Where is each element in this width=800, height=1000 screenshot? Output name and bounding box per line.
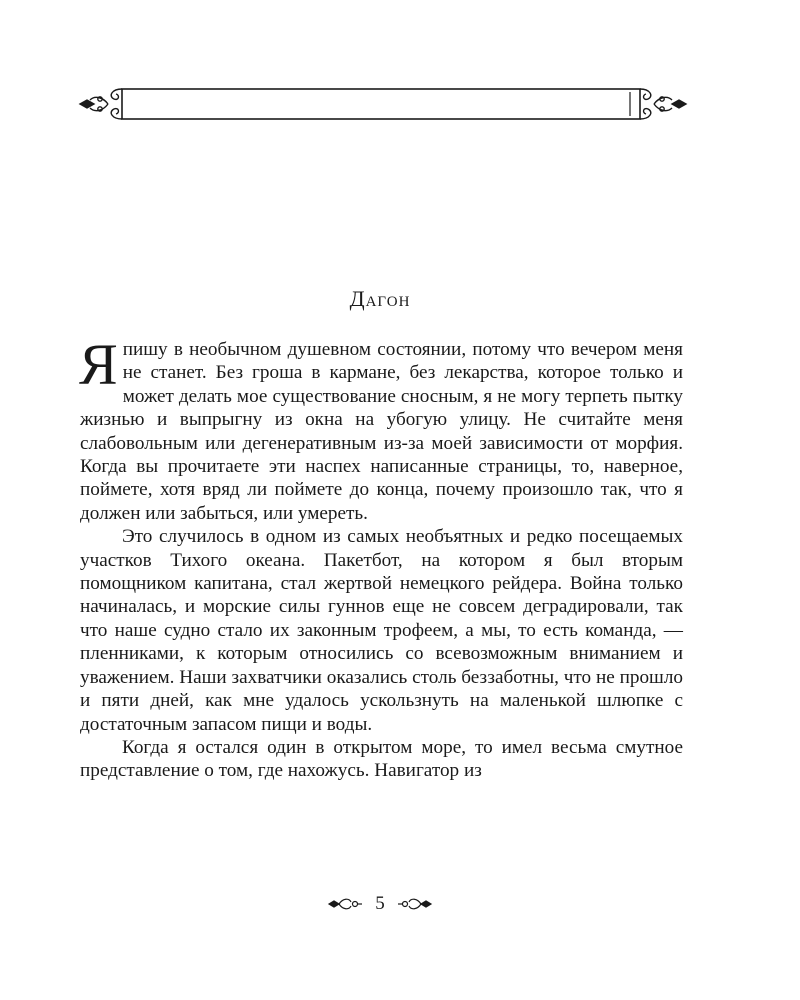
right-scroll-ornament (640, 89, 686, 119)
body-text (79, 332, 683, 783)
page-number: 5 (375, 893, 385, 914)
paragraph-1-text: пишу в необычном душевном состоянии, потому что вечером меня не станет. Без гроша в кармане, без лекарства, которое только и может делать мое существование сносным, я не могу терпеть пытку жизнью и выпрыгну из окна на убогую улицу. Не считайте меня слабовольным или дегенеративным из-за моей зависимости от морфия. Когда вы прочитаете эти наспех написанные страницы, то, наверное, поймете, хотя вряд ли поймете до конца, почему произошло так, что я должен или забыться, или умереть. (80, 339, 683, 524)
left-scroll-ornament (80, 89, 122, 119)
header-frame-box (122, 89, 640, 119)
paragraph-2: Это случилось в одном из самых необъятных и редко посещаемых участков Тихого океана. Пакетбот, на котором я был вторым помощником капитана, стал жертвой немецкого рейдера. Война только начиналась, и морские силы гуннов еще не совсем деградировали, так что наше судно стало их законным трофеем, а мы, то есть команда, — пленниками, к которым относились со всевозможным вниманием и уважением. Наши захватчики оказались столь беззаботны, что не прошло и пяти дней, как мне удалось ускользнуть на маленькой шлюпке с достаточным запасом пищи и воды. (80, 526, 683, 735)
header-ornament-frame (78, 82, 688, 126)
page-footer (0, 893, 760, 915)
chapter-title: Дагон (349, 286, 411, 311)
drop-cap: Я (79, 332, 118, 397)
footer-left-ornament-icon (327, 896, 363, 912)
footer-right-ornament-icon (397, 896, 433, 912)
paragraph-1 (79, 332, 683, 525)
paragraph-3: Когда я остался один в открытом море, то имел весьма смутное представление о том, где нахожусь. Навигатор из (80, 736, 683, 782)
